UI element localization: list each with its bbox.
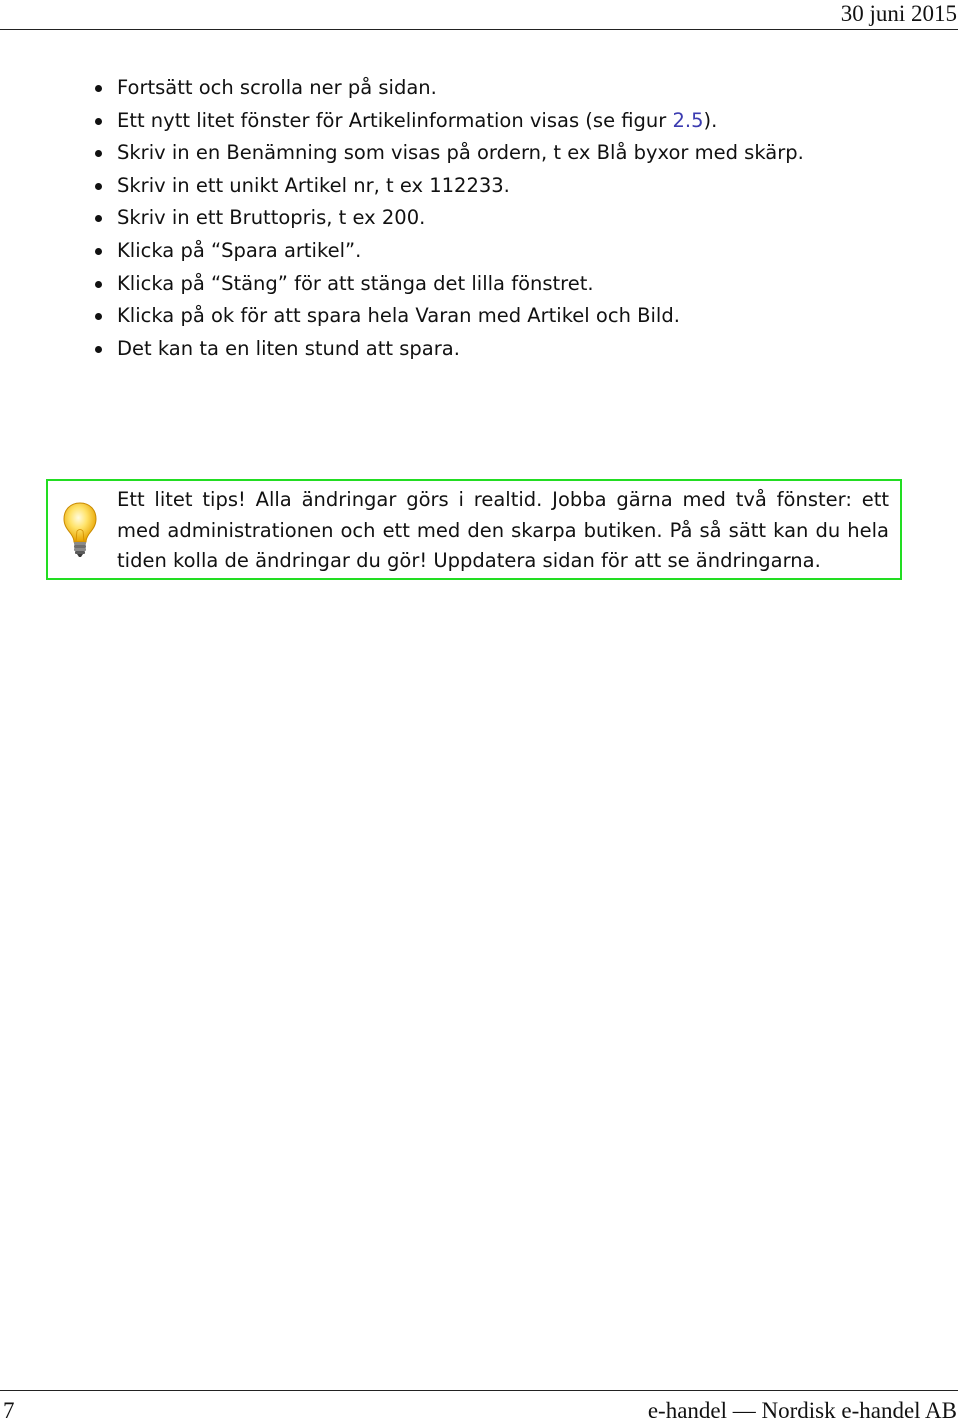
bullet-icon (95, 183, 102, 190)
page-number: 7 (3, 1398, 15, 1423)
list-item (0, 105, 804, 138)
bullet-icon (95, 281, 102, 288)
list-item-text-suffix: ). (703, 108, 718, 132)
footer-divider (0, 1390, 958, 1391)
bullet-icon (95, 150, 102, 157)
list-item (0, 170, 804, 203)
list-item-text: Klicka på ok för att spara hela Varan med Artikel och Bild. (117, 304, 680, 328)
list-item-text: Klicka på “Spara artikel”. (117, 238, 362, 262)
list-item (0, 72, 804, 105)
list-item-text: Skriv in ett Bruttopris, t ex 200. (117, 206, 426, 230)
header-date: 30 juni 2015 (840, 1, 957, 26)
header-divider (0, 29, 958, 30)
list-item-text: Ett nytt litet fönster för Artikelinformation visas (se figur (117, 108, 673, 132)
bullet-icon (95, 215, 102, 222)
footer-company: e-handel — Nordisk e-handel AB (647, 1398, 957, 1423)
list-item (0, 137, 804, 170)
figure-reference-link[interactable]: 2.5 (672, 108, 704, 132)
instruction-list (0, 72, 804, 365)
list-item (0, 202, 804, 235)
list-item (0, 333, 804, 366)
bullet-icon (95, 313, 102, 320)
bullet-icon (95, 85, 102, 92)
list-item-text: Det kan ta en liten stund att spara. (117, 336, 460, 360)
bullet-icon (95, 118, 102, 125)
list-item-text: Skriv in en Benämning som visas på ordern, t ex Blå byxor med skärp. (117, 141, 804, 165)
list-item (0, 300, 804, 333)
bullet-icon (95, 248, 102, 255)
list-item-text: Fortsätt och scrolla ner på sidan. (117, 76, 437, 99)
lightbulb-icon (62, 501, 98, 559)
list-item-text: Klicka på “Stäng” för att stänga det lilla fönstret. (117, 271, 594, 295)
list-item (0, 268, 804, 301)
list-item-text: Skriv in ett unikt Artikel nr, t ex 112233. (117, 173, 510, 197)
tip-text: Ett litet tips! Alla ändringar görs i realtid. Jobba gärna med två fönster: ett med administrationen och ett med den skarpa butiken. På så sätt kan du hela tiden kolla de ändringar du gör! Uppdatera sidan för att se ändringarna. (117, 488, 889, 572)
bullet-icon (95, 346, 102, 353)
tip-box (46, 479, 902, 580)
list-item (0, 235, 804, 268)
